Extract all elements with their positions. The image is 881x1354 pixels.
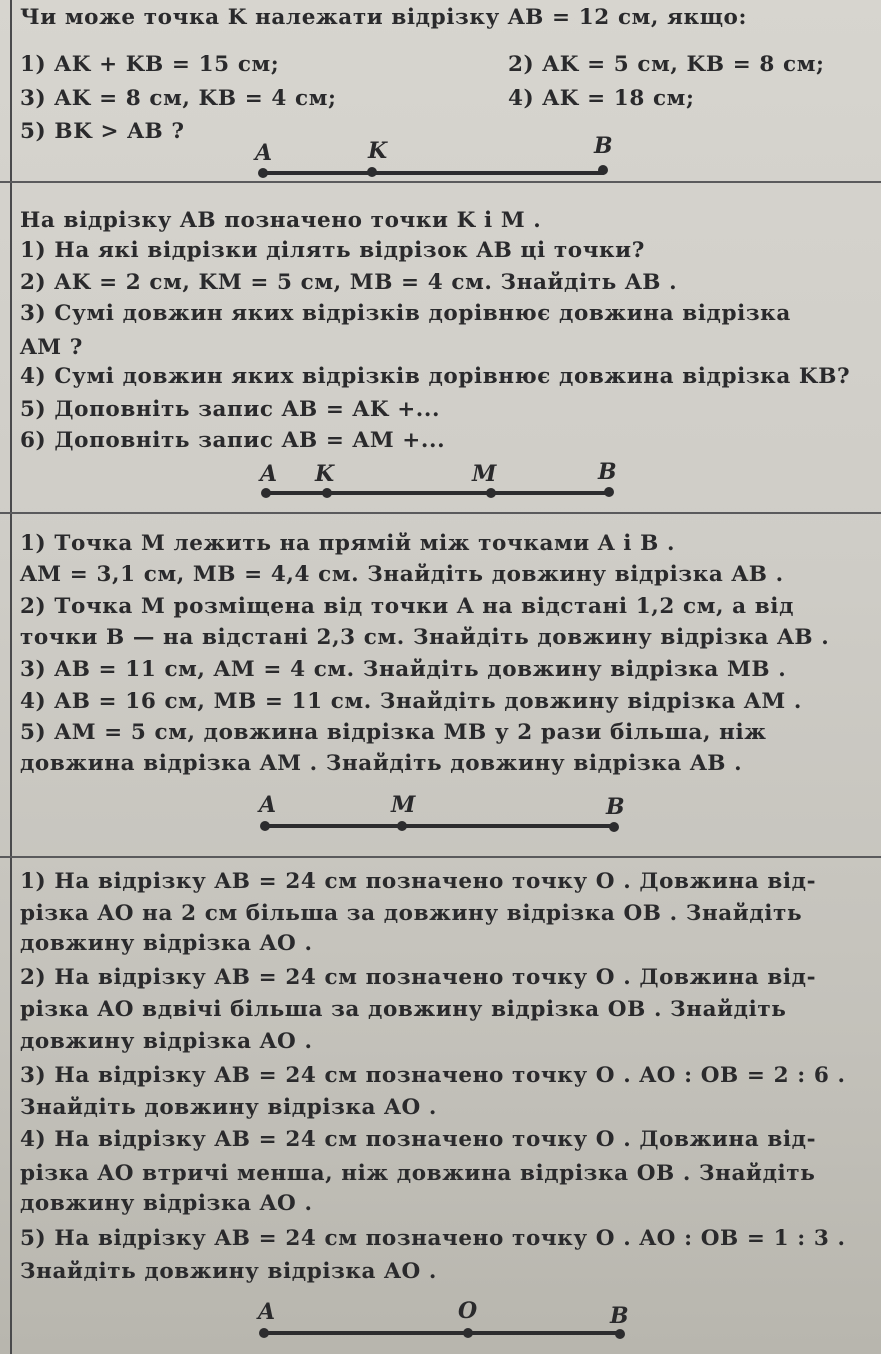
b4-line-3: 2) На відрізку AB = 24 см позначено точку O . Довжина від- <box>20 965 817 990</box>
point-m <box>397 821 407 831</box>
point-b <box>604 487 614 497</box>
point-label-b: B <box>598 459 617 485</box>
point-label-a: A <box>259 792 277 818</box>
b2-line-4: AM ? <box>20 335 83 360</box>
segment-ab <box>264 1331 622 1335</box>
point-label-a: A <box>258 1299 276 1325</box>
point-b <box>615 1329 625 1339</box>
segment-ab <box>265 824 615 828</box>
b2-line-7: 6) Доповніть запис AB = AM +... <box>20 428 446 453</box>
b2-line-1: 1) На які відрізки ділять відрізок AB ці точки? <box>20 238 645 263</box>
point-label-k: K <box>368 138 388 164</box>
point-k <box>367 167 377 177</box>
b4-line-8: 4) На відрізку AB = 24 см позначено точку O . Довжина від- <box>20 1127 817 1152</box>
b3-line-1: AM = 3,1 см, MB = 4,4 см. Знайдіть довжину відрізка AB . <box>20 562 784 587</box>
b4-line-7: Знайдіть довжину відрізка AO . <box>20 1095 437 1120</box>
point-a <box>258 168 268 178</box>
point-b <box>598 165 608 175</box>
segment-ab <box>263 171 605 175</box>
point-label-o: O <box>458 1298 478 1324</box>
b3-line-6: 5) AM = 5 см, довжина відрізка MB у 2 рази більша, ніж <box>20 720 767 745</box>
b4-line-1: різка AO на 2 см більша за довжину відрізка OB . Знайдіть <box>20 901 803 926</box>
b4-line-9: різка AO втричі менша, ніж довжина відрізка OB . Знайдіть <box>20 1161 816 1186</box>
b4-line-12: Знайдіть довжину відрізка AO . <box>20 1259 437 1284</box>
point-a <box>261 488 271 498</box>
b2-line-2: 2) AK = 2 см, KM = 5 см, MB = 4 см. Знайдіть AB . <box>20 270 678 295</box>
b1-right-line-0: 2) AK = 5 см, KB = 8 см; <box>508 52 825 77</box>
point-label-b: B <box>606 794 625 820</box>
b1-line-2: 3) AK = 8 см, KB = 4 см; <box>20 86 337 111</box>
b1-line-1: 1) AK + KB = 15 см; <box>20 52 280 77</box>
b3-line-3: точки B — на відстані 2,3 см. Знайдіть довжину відрізка AB . <box>20 625 830 650</box>
point-b <box>609 822 619 832</box>
b4-line-2: довжину відрізка AO . <box>20 931 313 956</box>
point-label-b: B <box>594 133 613 159</box>
point-label-k: K <box>315 461 335 487</box>
b4-line-10: довжину відрізка AO . <box>20 1191 313 1216</box>
b2-line-6: 5) Доповніть запис AB = AK +... <box>20 397 441 422</box>
b4-line-11: 5) На відрізку AB = 24 см позначено точку O . AO : OB = 1 : 3 . <box>20 1226 846 1251</box>
point-m <box>486 488 496 498</box>
b4-line-0: 1) На відрізку AB = 24 см позначено точку O . Довжина від- <box>20 869 817 894</box>
b2-line-5: 4) Сумі довжин яких відрізків дорівнює довжина відрізка KB? <box>20 364 851 389</box>
b3-line-5: 4) AB = 16 см, MB = 11 см. Знайдіть довжину відрізка AM . <box>20 689 802 714</box>
b3-line-4: 3) AB = 11 см, AM = 4 см. Знайдіть довжину відрізка MB . <box>20 657 787 682</box>
segment-ab <box>266 491 610 495</box>
b1-line-0: Чи може точка K належати відрізку AB = 12 см, якщо: <box>20 5 748 30</box>
b1-right-line-1: 4) AK = 18 см; <box>508 86 695 111</box>
point-label-a: A <box>260 461 278 487</box>
point-a <box>260 821 270 831</box>
b4-line-6: 3) На відрізку AB = 24 см позначено точку O . AO : OB = 2 : 6 . <box>20 1063 846 1088</box>
b4-line-4: різка AO вдвічі більша за довжину відрізка OB . Знайдіть <box>20 997 787 1022</box>
b3-line-7: довжина відрізка AM . Знайдіть довжину відрізка AB . <box>20 751 743 776</box>
b2-line-3: 3) Сумі довжин яких відрізків дорівнює довжина відрізка <box>20 301 791 326</box>
b3-line-0: 1) Точка M лежить на прямій між точками A і B . <box>20 531 676 556</box>
point-label-a: A <box>255 140 273 166</box>
point-k <box>322 488 332 498</box>
point-o <box>463 1328 473 1338</box>
block-separator <box>0 512 881 514</box>
block-separator <box>0 856 881 858</box>
b4-line-5: довжину відрізка AO . <box>20 1029 313 1054</box>
b2-line-0: На відрізку AB позначено точки K і M . <box>20 208 542 233</box>
block-separator <box>0 181 881 183</box>
point-label-b: B <box>610 1303 629 1329</box>
left-margin-rule <box>10 0 12 1354</box>
point-a <box>259 1328 269 1338</box>
b1-line-3: 5) BK > AB ? <box>20 119 185 144</box>
point-label-m: M <box>472 461 497 487</box>
point-label-m: M <box>391 792 416 818</box>
b3-line-2: 2) Точка M розміщена від точки A на відстані 1,2 см, а від <box>20 594 794 619</box>
